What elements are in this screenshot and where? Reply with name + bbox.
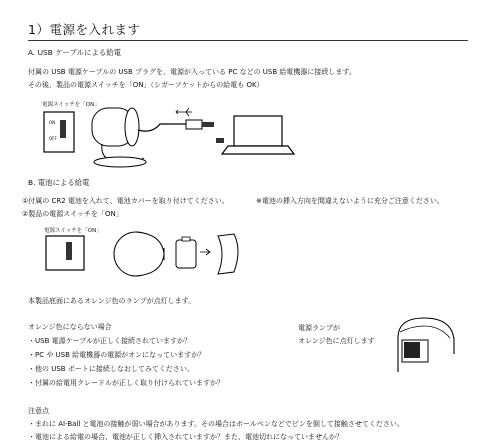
section-b-heading: B. 電池による給電 (28, 178, 90, 187)
battery-figure (36, 222, 256, 280)
figure-b-label: 電源スイッチを「ON」 (44, 228, 102, 234)
check-item: ・USB 電源ケーブルが正しく接続されていますか？ (28, 337, 191, 345)
section-a-line-2: その後、製品の電源スイッチを「ON」（シガーソケットからの給電も OK） (28, 81, 264, 89)
usb-cable (138, 124, 186, 131)
usb-symbol (176, 108, 192, 116)
usb-connection-illustration (36, 100, 306, 170)
switch-off-text: OFF (49, 136, 57, 141)
caution-item: ・電池による給電の場合、電池が正しく挿入されていますか？また、電池切れになっていませんか？ (28, 433, 343, 441)
section-a-line-1: 付属の USB 電源ケーブルの USB プラグを、電源が入っている PC などの USB 給電機器に接続します。 (28, 68, 356, 76)
caution-heading: 注意点 (28, 407, 49, 415)
usb-plug (186, 120, 202, 129)
not-lit-heading: オレンジ色にならない場合 (28, 323, 112, 331)
check-item: ・付属の給電用クレードルが正しく取り付けられていますか？ (28, 379, 224, 387)
lamp-label-1: 電源ランプが (298, 324, 340, 332)
power-lamp (404, 342, 420, 358)
stand-base (94, 157, 146, 167)
switch-knob (60, 120, 66, 138)
cr2-battery (176, 240, 196, 268)
switch-knob-b (66, 242, 72, 260)
battery-cover (218, 234, 238, 274)
switch-panel-b (46, 236, 84, 270)
camera-lens (125, 108, 139, 146)
title-divider (28, 40, 468, 41)
usb-plug-tip (202, 122, 214, 127)
section-b-line-1: ①付属の CR2 電池を入れて、電池カバーを取り付けてください。 (22, 197, 229, 205)
laptop-base (222, 146, 294, 154)
lamp-notice: 本製品底面にあるオレンジ色のランプが点灯します。 (28, 297, 196, 305)
usb-connection-figure (36, 100, 306, 170)
camera-rim (136, 232, 164, 276)
figure-a-label: 電源スイッチを「ON」 (42, 102, 100, 108)
caution-item: ・まれに AI-Ball と電池の接触が弱い場合があります。その場合はボールペンなどでピンを倒して接触させてください。 (28, 420, 404, 428)
switch-panel (44, 112, 74, 152)
page-title: 1）電源を入れます (28, 22, 141, 37)
switch-on-text: ON (49, 120, 56, 125)
lamp-figure (392, 314, 462, 374)
check-item: ・PC や USB 給電機器の電源がオンになっていますか？ (28, 351, 206, 359)
section-a-heading: A. USB ケーブルによる給電 (28, 48, 121, 57)
insert-arrow (200, 249, 210, 255)
battery-terminal (182, 237, 190, 241)
lamp-label-2: オレンジ色に点灯します (298, 337, 375, 345)
laptop-screen (234, 116, 282, 146)
usb-port-plug (216, 138, 224, 143)
section-b-note: ※電池の挿入方向を間違えないように充分ご注意ください。 (256, 197, 444, 205)
lamp-illustration (392, 314, 462, 374)
section-b-line-2: ②製品の電源スイッチを「ON」 (22, 210, 123, 218)
check-item: ・他の USB ポートに接続しなおしてみてください。 (28, 365, 194, 373)
